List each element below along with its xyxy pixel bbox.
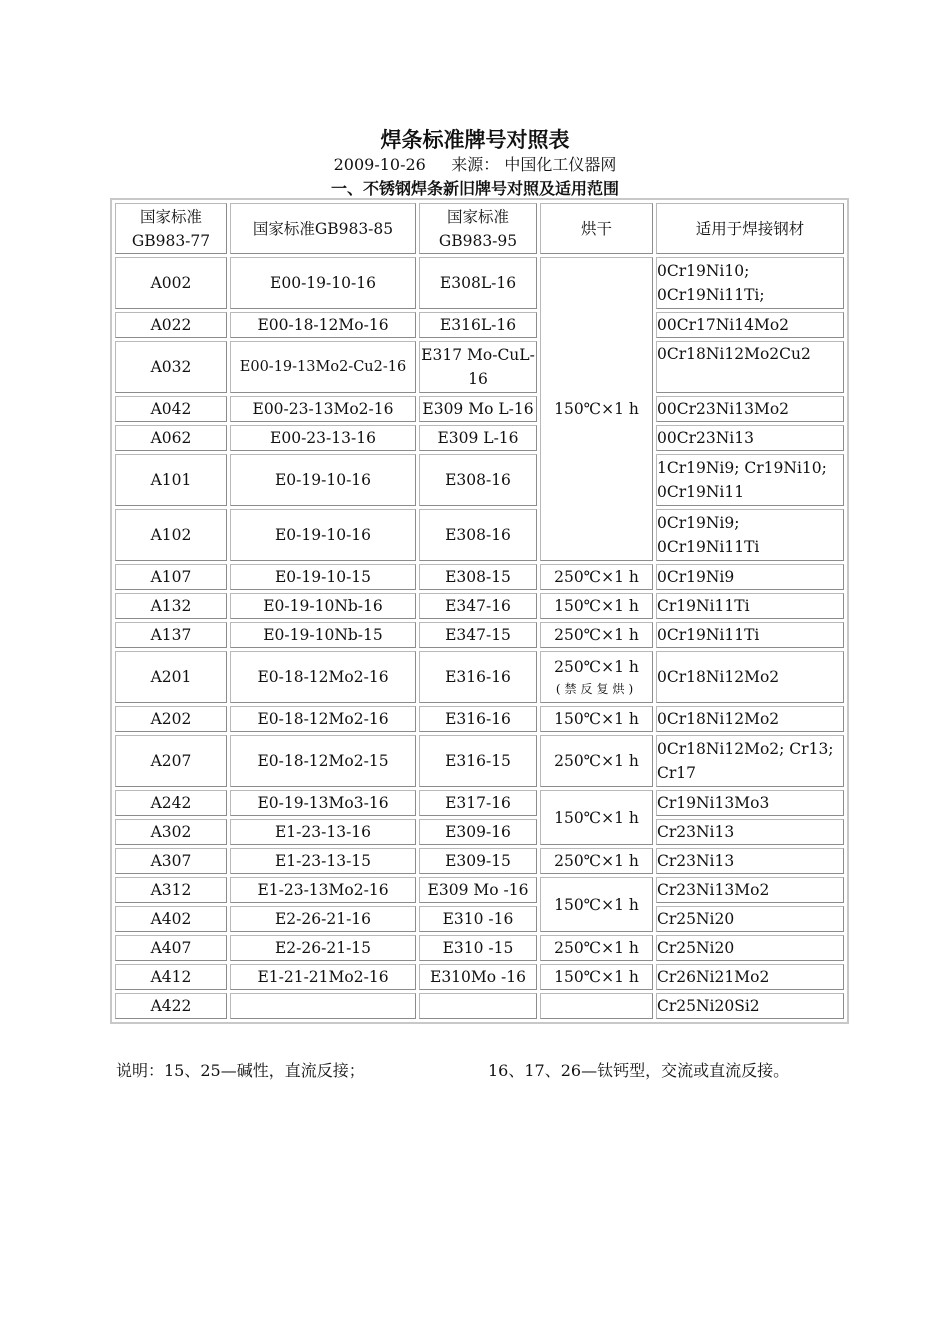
table-row: [115, 906, 844, 932]
cell-material: 00Cr23Ni13Mo2: [656, 396, 844, 422]
cell-drying-merged: 150℃×1 h: [540, 257, 653, 561]
cell-gb77: A242: [115, 790, 227, 816]
cell-gb95: E309-15: [419, 848, 537, 874]
footnote-titanium-calcium: 16、17、26—钛钙型，交流或直流反接。: [488, 1061, 790, 1080]
header-gb983-95: 国家标准GB983-95: [419, 203, 537, 254]
table-row: [115, 706, 844, 732]
cell-gb95: E308-16: [419, 454, 537, 506]
cell-drying: 250℃×1 h: [540, 935, 653, 961]
table-row: [115, 964, 844, 990]
section-heading: 一、不锈钢焊条新旧牌号对照及适用范围: [330, 179, 619, 198]
table-row: [115, 819, 844, 845]
electrode-comparison-table: [110, 198, 849, 1024]
cell-material: Cr19Ni11Ti: [656, 593, 844, 619]
cell-gb85: E0-19-10-16: [230, 454, 416, 506]
cell-material: Cr23Ni13: [656, 819, 844, 845]
cell-gb95: [419, 993, 537, 1019]
cell-drying: 150℃×1 h: [540, 593, 653, 619]
cell-gb77: A422: [115, 993, 227, 1019]
table-row: [115, 593, 844, 619]
table-row: [115, 564, 844, 590]
cell-gb77: A207: [115, 735, 227, 787]
cell-gb95: E317-16: [419, 790, 537, 816]
cell-material: 0Cr19Ni10; 0Cr19Ni11Ti;: [656, 257, 844, 309]
cell-gb85: E00-19-13Mo2-Cu2-16: [230, 341, 416, 393]
cell-gb85: E0-19-10-16: [230, 509, 416, 561]
table-row: [115, 790, 844, 816]
table-row: [115, 848, 844, 874]
cell-gb77: A101: [115, 454, 227, 506]
cell-gb77: A062: [115, 425, 227, 451]
cell-gb85: E00-19-10-16: [230, 257, 416, 309]
cell-gb95: E308L-16: [419, 257, 537, 309]
cell-drying-merged: 150℃×1 h: [540, 877, 653, 932]
cell-gb95: E317 Mo-CuL-16: [419, 341, 537, 393]
cell-gb85: E00-18-12Mo-16: [230, 312, 416, 338]
cell-material: 00Cr23Ni13: [656, 425, 844, 451]
cell-drying-merged: 150℃×1 h: [540, 790, 653, 845]
table-row: [115, 993, 844, 1019]
cell-gb85: E0-19-10Nb-15: [230, 622, 416, 648]
cell-gb95: E316-16: [419, 706, 537, 732]
cell-gb77: A307: [115, 848, 227, 874]
cell-material: Cr25Ni20Si2: [656, 993, 844, 1019]
header-row: [115, 203, 844, 254]
cell-material: 0Cr18Ni12Mo2; Cr13; Cr17: [656, 735, 844, 787]
cell-gb95: E316-16: [419, 651, 537, 703]
cell-material: Cr25Ni20: [656, 906, 844, 932]
table-row: [115, 454, 844, 506]
drying-note: (禁反复烘): [555, 682, 638, 696]
cell-gb95: E309-16: [419, 819, 537, 845]
cell-gb77: A312: [115, 877, 227, 903]
cell-gb77: A402: [115, 906, 227, 932]
cell-gb77: A032: [115, 341, 227, 393]
cell-material: 0Cr18Ni12Mo2: [656, 706, 844, 732]
cell-drying: [540, 651, 653, 703]
page-title: 焊条标准牌号对照表: [380, 128, 570, 152]
cell-gb77: A022: [115, 312, 227, 338]
cell-gb85: E1-23-13-16: [230, 819, 416, 845]
table-row: [115, 877, 844, 903]
cell-material: Cr19Ni13Mo3: [656, 790, 844, 816]
cell-gb77: A132: [115, 593, 227, 619]
table-row: [115, 935, 844, 961]
cell-gb95: E310 -15: [419, 935, 537, 961]
cell-gb85: E1-21-21Mo2-16: [230, 964, 416, 990]
cell-material: 1Cr19Ni9; Cr19Ni10; 0Cr19Ni11: [656, 454, 844, 506]
cell-gb95: E310Mo -16: [419, 964, 537, 990]
header-gb983-77: 国家标准GB983-77: [115, 203, 227, 254]
cell-gb77: A137: [115, 622, 227, 648]
cell-gb95: E308-15: [419, 564, 537, 590]
cell-gb77: A002: [115, 257, 227, 309]
table-row: [115, 425, 844, 451]
cell-material: 0Cr18Ni12Mo2: [656, 651, 844, 703]
cell-drying: [540, 993, 653, 1019]
cell-gb95: E309 Mo -16: [419, 877, 537, 903]
cell-gb85: E0-19-13Mo3-16: [230, 790, 416, 816]
header-drying: 烘干: [540, 203, 653, 254]
cell-gb95: E347-16: [419, 593, 537, 619]
cell-gb95: E308-16: [419, 509, 537, 561]
cell-gb77: A302: [115, 819, 227, 845]
drying-value: 250℃×1 h: [554, 658, 639, 676]
cell-drying: 250℃×1 h: [540, 735, 653, 787]
table-row: [115, 651, 844, 703]
cell-drying: 150℃×1 h: [540, 964, 653, 990]
cell-material: 00Cr17Ni14Mo2: [656, 312, 844, 338]
cell-material: Cr26Ni21Mo2: [656, 964, 844, 990]
footnote-basic: 说明：15、25—碱性，直流反接；: [116, 1061, 365, 1080]
table-row: [115, 341, 844, 393]
cell-material: Cr23Ni13Mo2: [656, 877, 844, 903]
cell-gb85: E0-18-12Mo2-16: [230, 706, 416, 732]
date-source-line: 2009-10-26 来源： 中国化工仪器网: [333, 155, 617, 174]
table-row: [115, 735, 844, 787]
cell-gb85: [230, 993, 416, 1019]
cell-gb77: A042: [115, 396, 227, 422]
cell-drying: 250℃×1 h: [540, 564, 653, 590]
cell-gb85: E1-23-13Mo2-16: [230, 877, 416, 903]
cell-material: 0Cr19Ni11Ti: [656, 622, 844, 648]
cell-gb85: E2-26-21-16: [230, 906, 416, 932]
cell-gb95: E316L-16: [419, 312, 537, 338]
cell-gb77: A102: [115, 509, 227, 561]
cell-gb77: A202: [115, 706, 227, 732]
cell-gb95: E309 L-16: [419, 425, 537, 451]
header-material: 适用于焊接钢材: [656, 203, 844, 254]
cell-gb85: E0-18-12Mo2-15: [230, 735, 416, 787]
footnote: [116, 1058, 876, 1081]
cell-gb95: E310 -16: [419, 906, 537, 932]
cell-gb95: E347-15: [419, 622, 537, 648]
cell-gb85: E0-19-10Nb-16: [230, 593, 416, 619]
cell-gb85: E2-26-21-15: [230, 935, 416, 961]
cell-drying: 250℃×1 h: [540, 848, 653, 874]
cell-drying: 250℃×1 h: [540, 622, 653, 648]
cell-gb77: A407: [115, 935, 227, 961]
cell-gb95: E309 Mo L-16: [419, 396, 537, 422]
header-gb983-85: 国家标准GB983-85: [230, 203, 416, 254]
cell-gb77: A412: [115, 964, 227, 990]
cell-material: 0Cr19Ni9; 0Cr19Ni11Ti: [656, 509, 844, 561]
cell-material: 0Cr18Ni12Mo2Cu2: [656, 341, 844, 393]
cell-gb77: A201: [115, 651, 227, 703]
cell-material: Cr23Ni13: [656, 848, 844, 874]
cell-gb85: E00-23-13Mo2-16: [230, 396, 416, 422]
table-row: [115, 509, 844, 561]
table-row: [115, 622, 844, 648]
cell-drying: 150℃×1 h: [540, 706, 653, 732]
cell-gb77: A107: [115, 564, 227, 590]
cell-material: 0Cr19Ni9: [656, 564, 844, 590]
table-row: [115, 312, 844, 338]
cell-gb85: E0-19-10-15: [230, 564, 416, 590]
cell-gb85: E1-23-13-15: [230, 848, 416, 874]
cell-gb85: E00-23-13-16: [230, 425, 416, 451]
table-row: [115, 257, 844, 309]
cell-material: Cr25Ni20: [656, 935, 844, 961]
table-row: [115, 396, 844, 422]
cell-gb85: E0-18-12Mo2-16: [230, 651, 416, 703]
cell-gb95: E316-15: [419, 735, 537, 787]
